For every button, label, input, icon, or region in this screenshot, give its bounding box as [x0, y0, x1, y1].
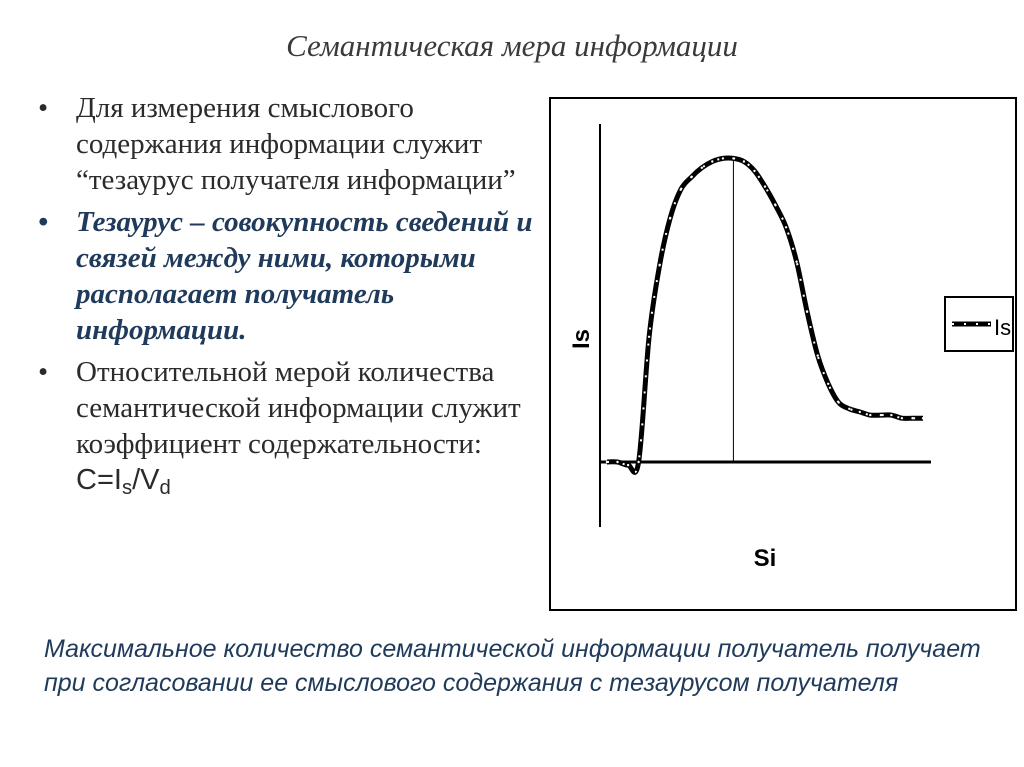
data-point-13 [743, 160, 745, 162]
formula: $C=I_s/V_d$ [76, 464, 171, 499]
bullet-2-text: Тезаурус – совокупность сведений и связей между ними, которыми располагает получатель информации. [76, 206, 533, 346]
bullet-3-text: Относительной мерой количества семантической информации служит коэффициент содержательности: [76, 356, 521, 460]
data-point-24 [859, 411, 861, 413]
chart [551, 99, 1019, 613]
x-axis-label: Si [753, 545, 777, 572]
bullet-list [36, 90, 536, 512]
data-point-22 [838, 401, 840, 403]
data-point-0 [606, 461, 608, 463]
data-point-25 [869, 414, 871, 416]
bullet-marker: • [38, 356, 49, 388]
data-point-15 [764, 185, 766, 187]
data-point-4 [648, 336, 650, 338]
bullet-3 [36, 354, 536, 506]
data-point-1 [616, 461, 618, 463]
data-point-23 [848, 408, 850, 410]
data-point-27 [890, 414, 892, 416]
data-point-20 [817, 354, 819, 356]
data-point-21 [827, 383, 829, 385]
data-point-8 [690, 176, 692, 178]
series-is-dashes [607, 158, 923, 472]
chart-frame [549, 97, 1017, 611]
data-point-16 [774, 204, 776, 206]
data-point-30 [922, 417, 924, 419]
bullet-2 [36, 204, 536, 348]
data-point-3 [637, 461, 639, 463]
data-point-12 [732, 157, 734, 159]
data-point-29 [911, 417, 913, 419]
data-point-17 [785, 226, 787, 228]
data-point-28 [901, 417, 903, 419]
bullet-1-text: Для измерения смыслового содержания информации служит “тезаурус получателя информации” [76, 92, 516, 196]
bullet-marker: • [38, 92, 49, 124]
data-point-2 [627, 464, 629, 466]
data-point-26 [880, 414, 882, 416]
bullet-1 [36, 90, 536, 198]
data-point-14 [753, 170, 755, 172]
data-point-7 [680, 189, 682, 191]
legend-label: Is [994, 315, 1012, 340]
footer-note: Максимальное количество семантической информации получатель получает при согласовании ее смыслового содержания с тезаурусом получателя [44, 635, 981, 697]
data-point-10 [711, 160, 713, 162]
data-point-11 [722, 157, 724, 159]
data-point-18 [795, 261, 797, 263]
data-point-5 [659, 264, 661, 266]
slide-title: Семантическая мера информации [286, 28, 738, 63]
legend [945, 297, 1013, 351]
series-is-line [607, 158, 923, 472]
bullet-marker: • [38, 206, 49, 238]
data-point-9 [701, 167, 703, 169]
data-point-19 [806, 311, 808, 313]
y-axis-label: Is [568, 328, 595, 350]
data-point-6 [669, 217, 671, 219]
